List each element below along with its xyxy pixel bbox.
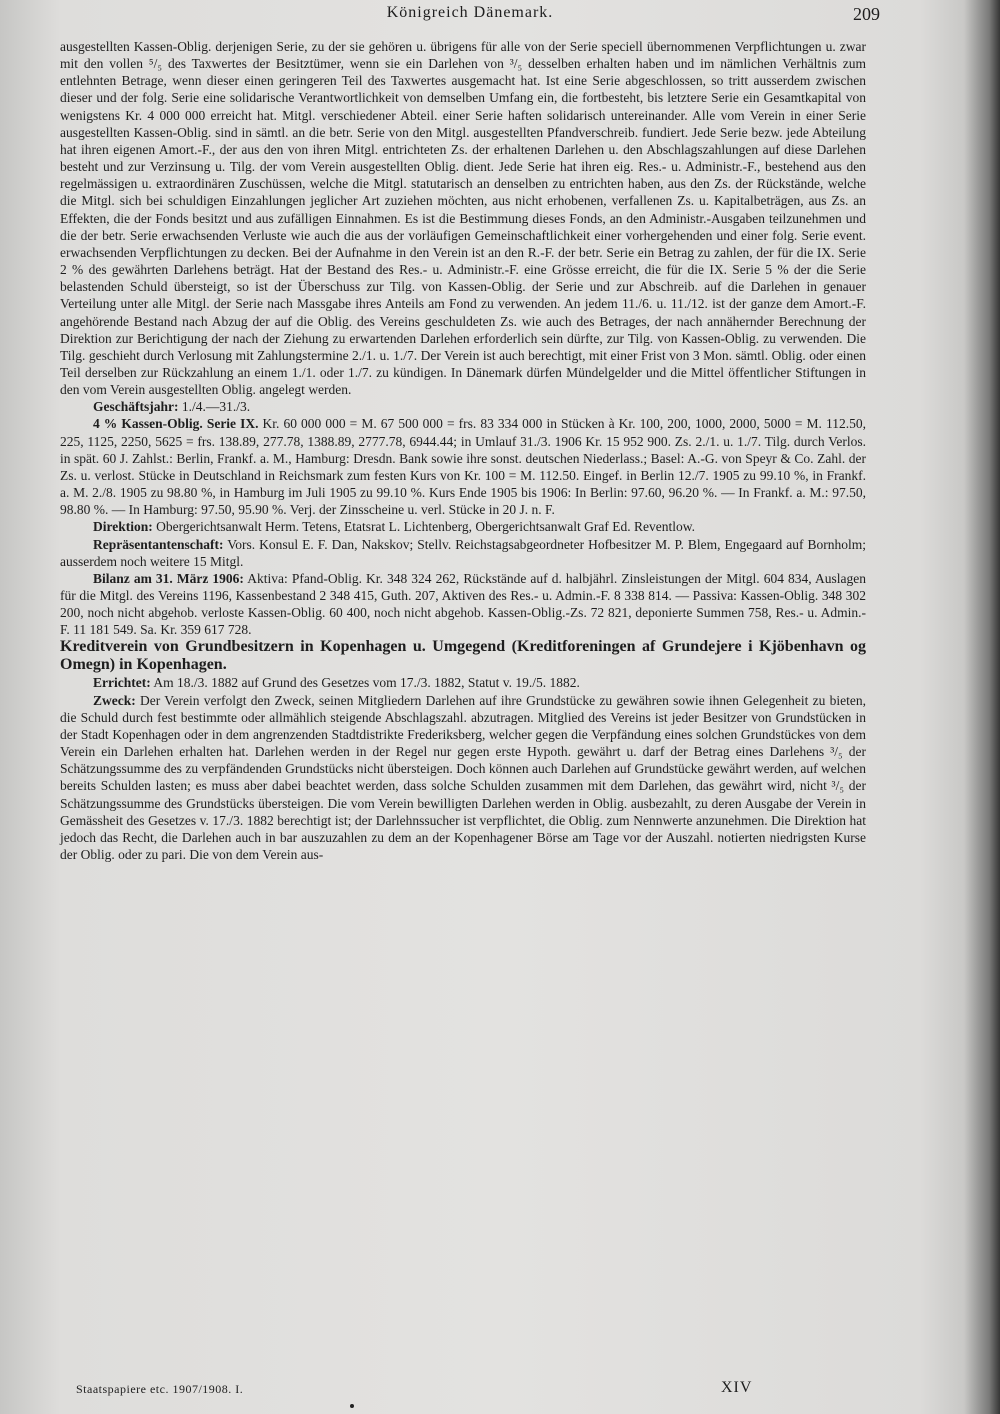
zweck-label: Zweck: [93, 692, 136, 708]
continuation-paragraph: ausgestellten Kassen-Oblig. derjenigen Serie, zu der sie gehören u. übrigens für alle von der Serie speciell übernommenen Verpflichtungen u. zwar mit den vollen ⁵/₅ des Taxwertes der Besitztümer, wenn sie ein Darlehen von ³/₅ desselben erhalten haben und im nämlichen Verhältnis zum entlehnten Betrage, wenn dieser einen geringeren Teil des Taxwertes ausgemacht hat. Ist eine Serie abgeschlossen, so tritt ausserdem zwischen dieser und der folg. Serie eine solidarische Verantwortlichkeit von demselben Umfang ein, die fortbesteht, bis letztere Serie ein Gesamtkapital von wenigstens Kr. 4 000 000 erreicht hat. Mitgl. verschiedener Abteil. einer Serie haften solidarisch untereinander. Alle vom Verein in einer Serie ausgestellten Kassen-Oblig. sind in sämtl. an die betr. Serie von den Mitgl. ausgestellten Pfandverschreib. fundiert. Jede Serie bezw. jede Abteilung hat ihren eigenen Amort.-F., der aus den von ihren Mitgl. entrichteten Zs. der erhaltenen Darlehen u. den Abschlagszahlungen auf diese Darlehen besteht und zur Verzinsung u. Tilg. der vom Verein ausgestellten Oblig. dient. Jede Serie hat ihren eig. Res.- u. Administr.-F., bestehend aus den regelmässigen u. extraordinären Zuschüssen, welche die Mitgl. statutarisch an denselben zu entrichten haben, aus den Zs. der Rückstände, welche die Mitgl. sich bei schuldigen Einzahlungen jeglicher Art zuziehen möchten, aus nicht erhobenen, verfallenen Zs. u. Kapitalbeträgen, aus Zs. an Effekten, die der Fonds besitzt und aus zufälligen Einnahmen. Es ist die Bestimmung dieses Fonds, an den Administr.-Ausgaben teilzunehmen und die der betr. Serie erwachsenden Verluste wie auch die aus der vorläufigen Gemeinschaftlichkeit einer vorhergehenden und einer folg. Serie event. erwachsenden Verpflichtungen zu decken. Bei der Aufnahme in den Verein ist an den R.-F. der betr. Serie ein Betrag zu zahlen, der für die IX. Serie 2 % des gewährten Darlehens beträgt. Hat der Bestand des Res.- u. Administr.-F. eine Grösse erreicht, die für die IX. Serie 5 % der die Serie belastenden Schuld übersteigt, so ist der Überschuss zur Tilg. von Kassen-Oblig. der Serie und zur Abschreib. auf die Darlehen in genauer Verteilung unter alle Mitgl. der Serie nach Massgabe ihres Anteils am Fond zu verwenden. An jedem 11./6. u. 11./12. ist der ganze dem Amort.-F. angehörende Bestand nach Abzug der auf die Oblig. des Vereins geschuldeten Zs. wie auch des Betrages, der nach annähernder Berechnung der Direktion zur Berichtigung der nach der Ziehung zu erwartenden Darlehen erforderlich sein dürfte, zur Tilg. von Kassen-Oblig. zu verwenden. Die Tilg. geschieht durch Verlosung mit Zahlungstermine 2./1. u. 1./7. Der Verein ist auch berechtigt, mit einer Frist von 3 Mon. sämtl. Oblig. oder einen Teil derselben zur Rückzahlung an einem 1./1. oder 1./7. zu kündigen. In Dänemark dürfen Mündelgelder und die Mittel öffentlicher Stiftungen in den vom Verein ausgestellten Oblig. angelegt werden. [60, 39, 866, 398]
zweck-text: Der Verein verfolgt den Zweck, seinen Mitgliedern Darlehen auf ihre Grundstücke zu gewähren sowie ihnen Gelegenheit zu bieten, die Schuld durch fest bestimmte oder allmählich steigende Abschlagszahl. abzutragen. Mitglied des Vereins ist jeder Besitzer von Grundstücken in der Stadt Kopenhagen oder in dem angrenzenden Stadtdistrikte Frederiksberg, welcher gegen die Verpfändung eines solchen Grundstückes von dem Verein ein Darlehen erhalten hat. Darlehen werden in der Regel nur gegen erste Hypoth. gewährt u. darf der Betrag eines Darlehens ³/₅ der Schätzungssumme des zu verpfändenden Grundstücks nicht übersteigen. Doch können auch Darlehen auf Grundstücke gewährt werden, auf welchen bereits Schulden lasten; es muss aber dabei beachtet werden, dass solche Schulden zusammen mit dem Darlehen, das gewährt wird, nicht ³/₅ der Schätzungssumme des Grundstücks übersteigen. Die vom Verein bewilligten Darlehen werden in Oblig. ausbezahlt, zu deren Ausgabe der Verein in Gemässheit des Gesetzes v. 17./3. 1882 berechtigt ist; der Darlehnssucher ist verpflichtet, die Oblig. zum Nennwerte anzunehmen. Die Direktion hat jedoch das Recht, die Darlehen auch in bar auszuzahlen zu dem an der Kopenhagener Börse am Tage vor der Auszahl. notierten niedrigsten Kurse der Oblig. oder zu pari. Die von dem Verein aus- [60, 692, 866, 863]
page-number: 209 [853, 4, 880, 24]
bilanz-text: Aktiva: Pfand-Oblig. Kr. 348 324 262, Rückstände auf d. halbjährl. Zinsleistungen der Mitgl. 604 834, Auslagen für die Mitgl. des Vereins 1196, Kassenbestand 2 348 415, Guth. 207, Aktiven des Res.- u. Admin.-F. 8 338 814. — Passiva: Kassen-Oblig. 348 302 200, noch nicht abgehob. verloste Kassen-Oblig. 60 400, noch nicht abgehob. Kassen-Oblig.-Zs. 72 821, deponierte Summen 758, Res.- u. Admin.-F. 11 181 549. Sa. Kr. 359 617 728. [60, 570, 866, 638]
running-header [60, 4, 880, 26]
page-edge-shadow [964, 0, 1000, 1414]
page-body [60, 38, 866, 863]
direktion-paragraph [60, 518, 866, 535]
zweck-paragraph [60, 692, 866, 864]
errichtet-text: Am 18./3. 1882 auf Grund des Gesetzes vom 17./3. 1882, Statut v. 19./5. 1882. [150, 675, 580, 691]
footer-source: Staatspapiere etc. 1907/1908. I. [76, 1382, 244, 1396]
footer-signature: XIV [721, 1379, 753, 1396]
bilanz-paragraph [60, 570, 866, 639]
page-footer [76, 1379, 776, 1402]
direktion-label: Direktion: [93, 519, 153, 535]
repraesentanten-label: Repräsentantenschaft: [93, 536, 224, 552]
ink-speck [350, 1404, 354, 1408]
errichtet-label: Errichtet: [93, 675, 151, 691]
direktion-text: Obergerichtsanwalt Herm. Tetens, Etatsrat L. Lichtenberg, Obergerichtsanwalt Graf Ed. Reventlow. [152, 519, 696, 535]
header-title: Königreich Dänemark. [386, 4, 554, 21]
geschaeftsjahr-paragraph [60, 398, 866, 415]
errichtet-paragraph [60, 674, 866, 691]
kassen-oblig-label: 4 % Kassen-Oblig. Serie IX. [93, 416, 259, 432]
geschaeftsjahr-text: 1./4.—31./3. [178, 399, 251, 415]
kassen-oblig-paragraph [60, 415, 866, 518]
kassen-oblig-text: Kr. 60 000 000 = M. 67 500 000 = frs. 83 334 000 in Stücken à Kr. 100, 200, 1000, 2000, 5000 = M. 112.50, 225, 1125, 2250, 5625 = frs. 138.89, 277.78, 1388.89, 2777.78, 6944.44; in Umlauf 31./3. 1906 Kr. 15 952 900. Zs. 2./1. u. 1./7. Tilg. durch Verlos. in spät. 60 J. Zahlst.: Berlin, Frankf. a. M., Hamburg: Dresdn. Bank sowie ihre sonst. deutschen Niederlass.; Basel: A.-G. von Speyr & Co. Zahl. der Zs. u. verlost. Stücke in Deutschland in Reichsmark zum festen Kurs von Kr. 100 = M. 112.50. Eingef. in Berlin 12./7. 1905 zu 99.10 %, in Frankf. a. M. 2./8. 1905 zu 98.80 %, in Hamburg im Juli 1905 zu 99.10 %. Kurs Ende 1905 bis 1906: In Berlin: 97.60, 96.20 %. — In Frankf. a. M.: 97.50, 98.80 %. — In Hamburg: 97.50, 95.90 %. Verj. der Zinsscheine u. verl. Stücke in 20 J. n. F. [60, 416, 866, 518]
bilanz-label: Bilanz am 31. März 1906: [93, 570, 244, 586]
section-heading: Kreditverein von Grundbesitzern in Kopenhagen u. Umgegend (Kreditforeningen af Grundejere i Kjöbenhavn og Omegn) in Kopenhagen. [60, 638, 866, 674]
repraesentanten-paragraph [60, 536, 866, 570]
geschaeftsjahr-label: Geschäftsjahr: [93, 399, 179, 415]
repraesentanten-text: Vors. Konsul E. F. Dan, Nakskov; Stellv. Reichstagsabgeordneter Hofbesitzer M. P. Blem, Engegaard auf Bornholm; ausserdem noch weitere 15 Mitgl. [60, 536, 866, 569]
